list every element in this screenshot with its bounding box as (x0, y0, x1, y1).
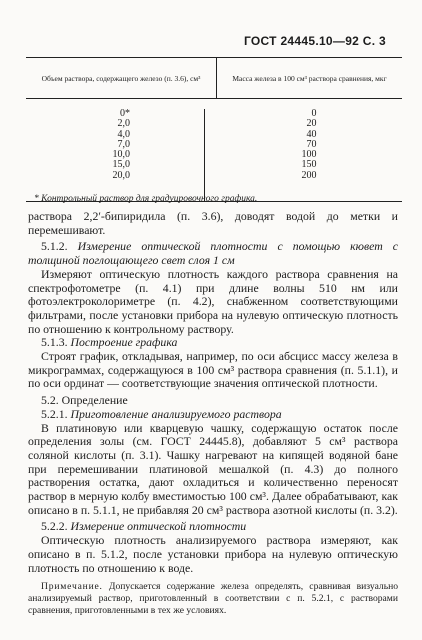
table-cell: 4,0 (117, 128, 130, 140)
col1-header: Объем раствора, содержащего железо (п. 3.6), см³ (26, 58, 217, 98)
section-number: 5.2.1. (41, 406, 68, 421)
paragraph: Оптическую плотность анализируемого раствора измеряют, как описано в п. 5.1.2, после установки прибора на нулевую оптическую плотность по отношению к воде. (28, 533, 398, 575)
table-cell: 10,0 (112, 149, 130, 161)
table-body (26, 99, 402, 202)
table-cell: 0* (120, 108, 130, 119)
body-text (28, 210, 398, 617)
note-label: Примечание. (41, 581, 103, 593)
col1-values (26, 109, 205, 201)
section-title: Приготовление анализируемого раствора (70, 406, 282, 421)
table-footnote: * Контрольный раствор для градуировочного графика. (34, 194, 258, 204)
table-cell: 2,0 (117, 118, 130, 130)
col2-values (205, 109, 402, 201)
table-cell: 7,0 (117, 138, 130, 150)
table-cell: 0 (311, 108, 317, 119)
paragraph: Измеряют оптическую плотность каждого раствора сравнения на спектрофотометре (п. 4.1) при длине волны 510 нм или фотоэлектроколориметре (п. 4.2), снабженном соответствующими фильтрами, после установки прибора на нулевую оптическую плотность по отношению к контрольному раствору. (28, 266, 398, 336)
data-table (26, 57, 402, 202)
section-5-1-3 (28, 336, 398, 350)
section-number: 5.1.2. (41, 239, 68, 254)
note-text: Допускается содержание железа определять, сравнивая визуально анализируемый раствор, приготовленный в соответствии с п. 5.2.1, с растворами сравнения, приготовленными в тех же условиях. (28, 581, 399, 617)
table-cell: 20,0 (112, 169, 130, 181)
table-cell: 100 (301, 149, 317, 161)
section-5-2-2 (28, 520, 398, 534)
section-title: Измерение оптической плотности с помощью кювет с толщиной поглощающего свет слоя 1 см (28, 239, 398, 268)
table-cell: 40 (306, 128, 317, 140)
section-number: 5.1.3. (41, 335, 68, 350)
table-cell: 70 (306, 138, 317, 150)
section-5-1-2 (28, 240, 398, 267)
section-title: Построение графика (70, 335, 178, 350)
note (28, 581, 398, 617)
table-cell: 200 (301, 169, 317, 181)
page-header: ГОСТ 24445.10—92 С. 3 (243, 34, 386, 48)
paragraph: В платиновую или кварцевую чашку, содержащую остаток после определения золы (см. ГОСТ 24445.8), добавляют 5 см³ раствора соляной кислоты (п. 3.1). Чашку нагревают на кипящей водяной бане при перемешивании платиновой мешалкой (п. 4.3) до полного растворения остатка, дают охладиться и количественно переносят раствор в мерную колбу вместимостью 100 см³. Далее обрабатывают, как описано в п. 5.1.1, не прибавляя 20 см³ раствора азотной кислоты (п. 3.2). (28, 420, 398, 517)
table-header (26, 58, 402, 99)
section-number: 5.2.2. (41, 519, 68, 534)
section-title: Измерение оптической плотности (70, 519, 247, 534)
col2-header: Масса железа в 100 см³ раствора сравнения, мкг (232, 73, 387, 83)
table-cell: 150 (301, 159, 317, 171)
section-5-2-1 (28, 408, 398, 422)
paragraph: Строят график, откладывая, например, по оси абсцисс массу железа в микрограммах, содержащуюся в 100 см³ раствора сравнения (п. 5.1.1), и по оси ординат — соответствующие значения оптической плотности. (28, 349, 398, 391)
table-cell: 15,0 (112, 159, 130, 171)
table-cell: 20 (306, 118, 317, 130)
section-5-2: 5.2. Определение (41, 393, 128, 408)
paragraph: раствора 2,2′-бипиридила (п. 3.6), доводят водой до метки и перемешивают. (28, 209, 398, 237)
